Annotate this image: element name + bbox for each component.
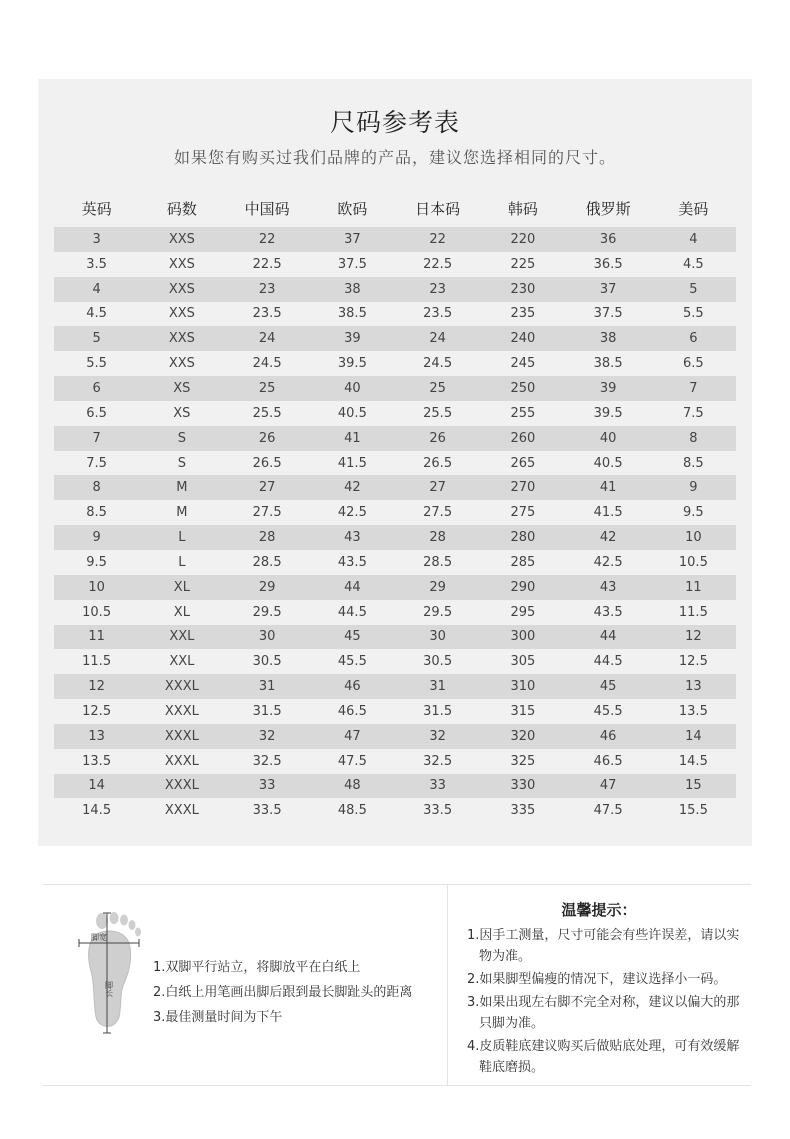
column-header: 码数 <box>166 199 197 218</box>
table-cell: 45 <box>310 625 395 650</box>
table-row <box>54 500 736 525</box>
table-header-row <box>54 191 736 227</box>
table-cell: 12.5 <box>651 649 736 674</box>
table-cell: XS <box>139 401 224 426</box>
table-cell: 25.5 <box>395 401 480 426</box>
table-cell: 7 <box>651 376 736 401</box>
table-row <box>54 575 736 600</box>
table-cell: 24 <box>225 326 310 351</box>
table-cell: 31 <box>225 674 310 699</box>
table-cell: 28.5 <box>225 550 310 575</box>
measure-step: 3.最佳测量时间为下午 <box>153 1010 283 1025</box>
column-header: 日本码 <box>415 199 461 218</box>
table-cell: 8.5 <box>651 451 736 476</box>
big-toe-icon <box>96 913 108 929</box>
table-cell: 6.5 <box>651 351 736 376</box>
table-cell: 30 <box>225 625 310 650</box>
table-cell: XXS <box>139 302 224 327</box>
table-cell: 37.5 <box>310 252 395 277</box>
table-cell: 41.5 <box>566 500 651 525</box>
table-cell: 14 <box>54 774 139 799</box>
table-cell: 300 <box>480 625 565 650</box>
table-cell: 33 <box>225 774 310 799</box>
tips-title: 温馨提示： <box>561 901 637 919</box>
table-cell: 23 <box>225 277 310 302</box>
table-cell: S <box>139 451 224 476</box>
table-cell: L <box>139 525 224 550</box>
table-cell: 4 <box>651 227 736 252</box>
table-cell: 9.5 <box>651 500 736 525</box>
table-cell: 33 <box>395 774 480 799</box>
table-cell: 36.5 <box>566 252 651 277</box>
table-row <box>54 451 736 476</box>
table-cell: 235 <box>480 302 565 327</box>
table-cell: 14.5 <box>651 749 736 774</box>
table-cell: 280 <box>480 525 565 550</box>
table-body <box>54 227 736 823</box>
table-cell: 26 <box>395 426 480 451</box>
table-cell: 295 <box>480 600 565 625</box>
table-row <box>54 625 736 650</box>
table-cell: 39.5 <box>566 401 651 426</box>
size-table <box>54 191 736 823</box>
table-cell: 48 <box>310 774 395 799</box>
table-cell: 4 <box>54 277 139 302</box>
table-row <box>54 376 736 401</box>
table-row <box>54 550 736 575</box>
table-cell: 315 <box>480 699 565 724</box>
table-cell: 37 <box>310 227 395 252</box>
table-cell: 9 <box>651 475 736 500</box>
table-cell: 37.5 <box>566 302 651 327</box>
table-cell: 10.5 <box>651 550 736 575</box>
table-cell: 43.5 <box>566 600 651 625</box>
table-cell: 23.5 <box>395 302 480 327</box>
measure-steps <box>153 955 443 1030</box>
foot-diagram <box>69 909 151 1035</box>
table-cell: XXL <box>139 649 224 674</box>
table-cell: 10.5 <box>54 600 139 625</box>
table-cell: XXS <box>139 326 224 351</box>
table-cell: 23.5 <box>225 302 310 327</box>
table-cell: 45.5 <box>310 649 395 674</box>
table-cell: 325 <box>480 749 565 774</box>
table-cell: 8.5 <box>54 500 139 525</box>
table-cell: 220 <box>480 227 565 252</box>
table-cell: 6 <box>651 326 736 351</box>
table-cell: 12.5 <box>54 699 139 724</box>
table-cell: 42.5 <box>566 550 651 575</box>
table-cell: 44.5 <box>566 649 651 674</box>
size-chart-title: 尺码参考表 <box>329 108 460 137</box>
table-cell: 22.5 <box>225 252 310 277</box>
table-cell: XXS <box>139 227 224 252</box>
table-cell: 3.5 <box>54 252 139 277</box>
table-cell: 47.5 <box>310 749 395 774</box>
table-cell: M <box>139 475 224 500</box>
table-cell: 24.5 <box>395 351 480 376</box>
table-cell: 27 <box>395 475 480 500</box>
table-cell: L <box>139 550 224 575</box>
table-cell: 13 <box>54 724 139 749</box>
table-row <box>54 426 736 451</box>
size-chart-subtitle: 如果您有购买过我们品牌的产品，建议您选择相同的尺寸。 <box>173 148 616 167</box>
table-cell: 39.5 <box>310 351 395 376</box>
table-cell: 40.5 <box>566 451 651 476</box>
table-cell: 23 <box>395 277 480 302</box>
table-cell: 25 <box>395 376 480 401</box>
table-cell: 290 <box>480 575 565 600</box>
table-cell: 28 <box>225 525 310 550</box>
foot-icon <box>89 931 131 1026</box>
table-cell: 10 <box>651 525 736 550</box>
table-cell: 27.5 <box>225 500 310 525</box>
table-cell: 14.5 <box>54 798 139 823</box>
table-cell: 30 <box>395 625 480 650</box>
table-cell: 5.5 <box>54 351 139 376</box>
table-row <box>54 774 736 799</box>
table-cell: XXXL <box>139 724 224 749</box>
table-cell: XL <box>139 600 224 625</box>
table-cell: 230 <box>480 277 565 302</box>
table-cell: 46 <box>310 674 395 699</box>
table-cell: 29.5 <box>395 600 480 625</box>
table-cell: 260 <box>480 426 565 451</box>
table-cell: XXXL <box>139 674 224 699</box>
toe-icon <box>135 928 141 937</box>
table-cell: 8 <box>54 475 139 500</box>
table-cell: XXL <box>139 625 224 650</box>
table-cell: 43 <box>310 525 395 550</box>
table-cell: 38.5 <box>566 351 651 376</box>
table-cell: 15.5 <box>651 798 736 823</box>
table-cell: 270 <box>480 475 565 500</box>
table-cell: 4.5 <box>651 252 736 277</box>
table-cell: 46.5 <box>310 699 395 724</box>
table-cell: 24.5 <box>225 351 310 376</box>
table-cell: 32.5 <box>395 749 480 774</box>
column-header: 美码 <box>678 199 709 218</box>
table-row <box>54 525 736 550</box>
table-cell: 25.5 <box>225 401 310 426</box>
column-header: 英码 <box>81 199 112 218</box>
size-chart-panel <box>38 79 752 846</box>
table-row <box>54 326 736 351</box>
table-row <box>54 475 736 500</box>
table-cell: 9 <box>54 525 139 550</box>
table-cell: 12 <box>54 674 139 699</box>
table-cell: 31.5 <box>225 699 310 724</box>
table-cell: 5 <box>651 277 736 302</box>
table-cell: 275 <box>480 500 565 525</box>
table-cell: 44 <box>566 625 651 650</box>
table-cell: 22 <box>395 227 480 252</box>
table-cell: 28 <box>395 525 480 550</box>
table-cell: 15 <box>651 774 736 799</box>
table-cell: 41.5 <box>310 451 395 476</box>
table-cell: 310 <box>480 674 565 699</box>
table-cell: 27.5 <box>395 500 480 525</box>
foot-width-label: 脚宽 <box>91 933 107 942</box>
table-row <box>54 252 736 277</box>
tip-item: 4.皮质鞋底建议购买后做贴底处理，可有效缓解鞋底磨损。 <box>467 1039 740 1075</box>
table-cell: XXXL <box>139 699 224 724</box>
table-cell: 240 <box>480 326 565 351</box>
table-cell: 40 <box>566 426 651 451</box>
table-row <box>54 600 736 625</box>
table-cell: 26.5 <box>225 451 310 476</box>
table-cell: 13.5 <box>54 749 139 774</box>
table-cell: 11.5 <box>651 600 736 625</box>
table-cell: 26 <box>225 426 310 451</box>
table-cell: 6 <box>54 376 139 401</box>
table-cell: 41 <box>566 475 651 500</box>
table-cell: 4.5 <box>54 302 139 327</box>
table-cell: 11.5 <box>54 649 139 674</box>
table-cell: 32.5 <box>225 749 310 774</box>
table-cell: 13 <box>651 674 736 699</box>
table-cell: 45.5 <box>566 699 651 724</box>
table-cell: 44 <box>310 575 395 600</box>
measure-step: 1.双脚平行站立，将脚放平在白纸上 <box>153 960 361 975</box>
table-cell: 43 <box>566 575 651 600</box>
measure-guide-panel <box>43 884 751 1086</box>
table-cell: 285 <box>480 550 565 575</box>
tip-item: 2.如果脚型偏瘦的情况下，建议选择小一码。 <box>467 972 727 987</box>
table-cell: 31.5 <box>395 699 480 724</box>
table-cell: 320 <box>480 724 565 749</box>
foot-length-label: 脚长 <box>104 981 114 997</box>
table-cell: XXXL <box>139 798 224 823</box>
table-cell: 32 <box>395 724 480 749</box>
table-cell: XS <box>139 376 224 401</box>
table-cell: 47 <box>310 724 395 749</box>
table-cell: 31 <box>395 674 480 699</box>
table-cell: 45 <box>566 674 651 699</box>
table-cell: 5 <box>54 326 139 351</box>
table-cell: 22.5 <box>395 252 480 277</box>
table-cell: 39 <box>310 326 395 351</box>
table-cell: 250 <box>480 376 565 401</box>
table-cell: 47.5 <box>566 798 651 823</box>
table-cell: 26.5 <box>395 451 480 476</box>
table-row <box>54 674 736 699</box>
tip-item: 3.如果出现左右脚不完全对称，建议以偏大的那只脚为准。 <box>467 995 740 1031</box>
column-header: 俄罗斯 <box>585 199 631 218</box>
table-cell: 29 <box>225 575 310 600</box>
table-cell: 38.5 <box>310 302 395 327</box>
table-row <box>54 277 736 302</box>
table-row <box>54 401 736 426</box>
column-header: 欧码 <box>337 199 368 218</box>
table-row <box>54 649 736 674</box>
toe-icon <box>110 912 119 924</box>
table-cell: 305 <box>480 649 565 674</box>
table-cell: 42 <box>566 525 651 550</box>
table-cell: 27 <box>225 475 310 500</box>
table-row <box>54 724 736 749</box>
table-row <box>54 351 736 376</box>
table-cell: XXXL <box>139 749 224 774</box>
table-cell: 29 <box>395 575 480 600</box>
table-cell: 29.5 <box>225 600 310 625</box>
table-cell: 11 <box>651 575 736 600</box>
table-cell: 12 <box>651 625 736 650</box>
table-cell: M <box>139 500 224 525</box>
table-cell: 47 <box>566 774 651 799</box>
table-cell: 46 <box>566 724 651 749</box>
table-cell: 39 <box>566 376 651 401</box>
table-cell: 13.5 <box>651 699 736 724</box>
table-cell: 38 <box>566 326 651 351</box>
table-cell: 10 <box>54 575 139 600</box>
table-cell: 7.5 <box>651 401 736 426</box>
table-cell: 38 <box>310 277 395 302</box>
table-cell: 330 <box>480 774 565 799</box>
toe-icon <box>129 920 136 930</box>
table-cell: 25 <box>225 376 310 401</box>
table-cell: 11 <box>54 625 139 650</box>
table-row <box>54 798 736 823</box>
table-row <box>54 302 736 327</box>
table-cell: 335 <box>480 798 565 823</box>
table-cell: 24 <box>395 326 480 351</box>
table-cell: XXS <box>139 277 224 302</box>
table-cell: 41 <box>310 426 395 451</box>
table-cell: XXS <box>139 351 224 376</box>
table-cell: 28.5 <box>395 550 480 575</box>
table-cell: 42 <box>310 475 395 500</box>
table-cell: 40 <box>310 376 395 401</box>
table-cell: 48.5 <box>310 798 395 823</box>
table-cell: 33.5 <box>395 798 480 823</box>
table-cell: 7.5 <box>54 451 139 476</box>
table-cell: 22 <box>225 227 310 252</box>
table-cell: 8 <box>651 426 736 451</box>
table-cell: 9.5 <box>54 550 139 575</box>
table-cell: 30.5 <box>395 649 480 674</box>
table-cell: S <box>139 426 224 451</box>
table-row <box>54 749 736 774</box>
table-cell: 3 <box>54 227 139 252</box>
table-cell: 245 <box>480 351 565 376</box>
table-cell: 40.5 <box>310 401 395 426</box>
tips-list <box>467 925 745 1080</box>
measure-step: 2.白纸上用笔画出脚后跟到最长脚趾头的距离 <box>153 985 413 1000</box>
table-cell: 14 <box>651 724 736 749</box>
column-header: 韩码 <box>507 199 538 218</box>
table-cell: 44.5 <box>310 600 395 625</box>
table-row <box>54 699 736 724</box>
table-cell: 46.5 <box>566 749 651 774</box>
tip-item: 1.因手工测量，尺寸可能会有些许误差，请以实物为准。 <box>467 928 740 964</box>
table-cell: 32 <box>225 724 310 749</box>
table-cell: 255 <box>480 401 565 426</box>
table-cell: XXXL <box>139 774 224 799</box>
table-cell: 7 <box>54 426 139 451</box>
table-cell: 225 <box>480 252 565 277</box>
table-cell: 5.5 <box>651 302 736 327</box>
column-header: 中国码 <box>244 199 290 218</box>
table-cell: 42.5 <box>310 500 395 525</box>
table-cell: 37 <box>566 277 651 302</box>
table-cell: 43.5 <box>310 550 395 575</box>
table-cell: 36 <box>566 227 651 252</box>
table-cell: XXS <box>139 252 224 277</box>
table-cell: 265 <box>480 451 565 476</box>
toe-icon <box>120 915 128 926</box>
table-row <box>54 227 736 252</box>
table-cell: 33.5 <box>225 798 310 823</box>
table-cell: XL <box>139 575 224 600</box>
table-cell: 6.5 <box>54 401 139 426</box>
table-cell: 30.5 <box>225 649 310 674</box>
